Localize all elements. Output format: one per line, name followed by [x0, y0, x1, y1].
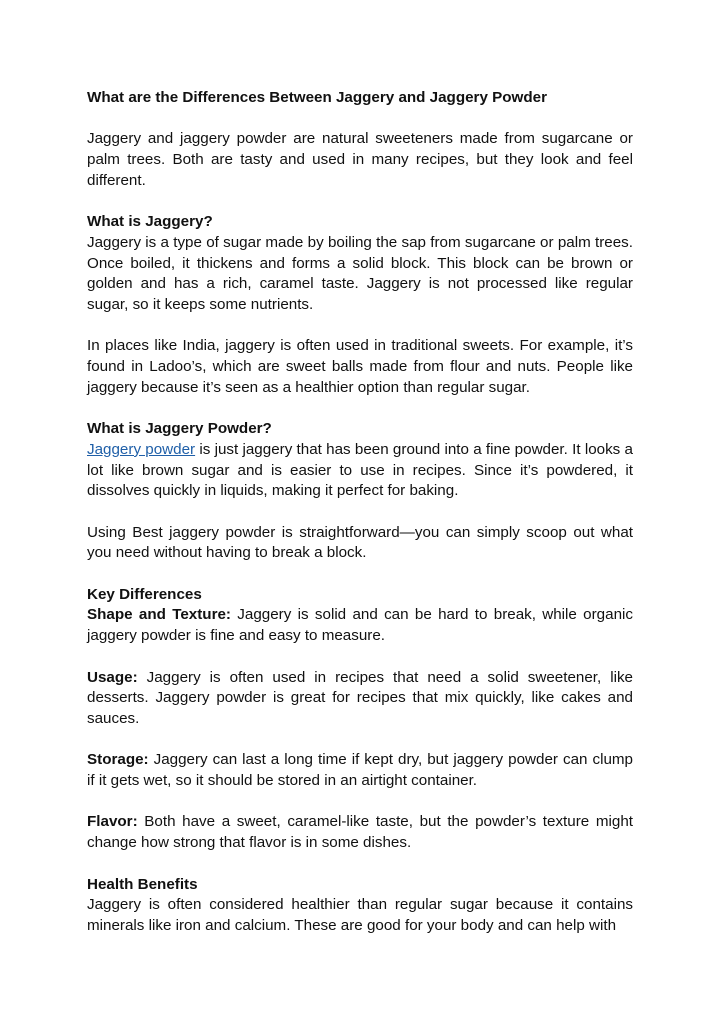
difference-lead: Storage:: [87, 751, 149, 769]
difference-text: Both have a sweet, caramel-like taste, but the powder’s texture might change how strong that flavor is in some dishes.: [87, 813, 633, 852]
difference-lead: Shape and Texture:: [87, 606, 231, 624]
section-heading: Key Differences: [87, 585, 202, 603]
section-heading: What is Jaggery Powder?: [87, 420, 272, 438]
difference-lead: Usage:: [87, 668, 138, 686]
section-paragraph: Using Best jaggery powder is straightforward—you can simply scoop out what you need without having to break a block.: [87, 523, 633, 562]
paragraph-text: is just jaggery that has been ground into a fine powder. It looks a lot like brown sugar and is easier to use in recipes. Since it’s powdered, it dissolves quickly in liquids, making it perfect for baking.: [87, 440, 633, 500]
jaggery-powder-link[interactable]: Jaggery powder: [87, 440, 196, 458]
difference-item: [87, 812, 633, 853]
difference-text: Jaggery is often used in recipes that need a solid sweetener, like desserts. Jaggery powder is great for recipes that mix quickly, like cakes and sauces.: [87, 668, 633, 727]
section-paragraph: Jaggery is often considered healthier than regular sugar because it contains minerals like iron and calcium. These are good for your body and can help with: [87, 896, 633, 934]
document-body: [87, 88, 633, 957]
section-what-is-jaggery-powder: [87, 419, 633, 502]
difference-lead: Flavor:: [87, 813, 138, 831]
section-health-benefits: [87, 875, 633, 937]
document-title: What are the Differences Between Jaggery and Jaggery Powder: [87, 89, 547, 106]
difference-item: [87, 668, 633, 730]
section-key-differences: [87, 585, 633, 647]
difference-item: [87, 605, 633, 646]
section-heading: What is Jaggery?: [87, 213, 213, 231]
difference-text: Jaggery can last a long time if kept dry, but jaggery powder can clump if it gets wet, so it should be stored in an airtight container.: [87, 751, 633, 790]
section-heading: Health Benefits: [87, 875, 198, 893]
section-paragraph: Jaggery is a type of sugar made by boiling the sap from sugarcane or palm trees. Once boiled, it thickens and forms a solid block. This block can be brown or golden and has a rich, caramel taste. Jaggery is not processed like regular sugar, so it keeps some nutrients.: [87, 233, 633, 313]
intro-paragraph: Jaggery and jaggery powder are natural sweeteners made from sugarcane or palm trees. Both are tasty and used in many recipes, but they look and feel different.: [87, 130, 633, 189]
difference-text: Jaggery is solid and can be hard to break, while organic jaggery powder is fine and easy to measure.: [87, 606, 633, 645]
section-paragraph: [87, 440, 633, 502]
section-what-is-jaggery: [87, 212, 633, 316]
difference-item: [87, 750, 633, 791]
section-paragraph: In places like India, jaggery is often used in traditional sweets. For example, it’s found in Ladoo’s, which are sweet balls made from flour and nuts. People like jaggery because it’s seen as a healthier option than regular sugar.: [87, 337, 633, 396]
